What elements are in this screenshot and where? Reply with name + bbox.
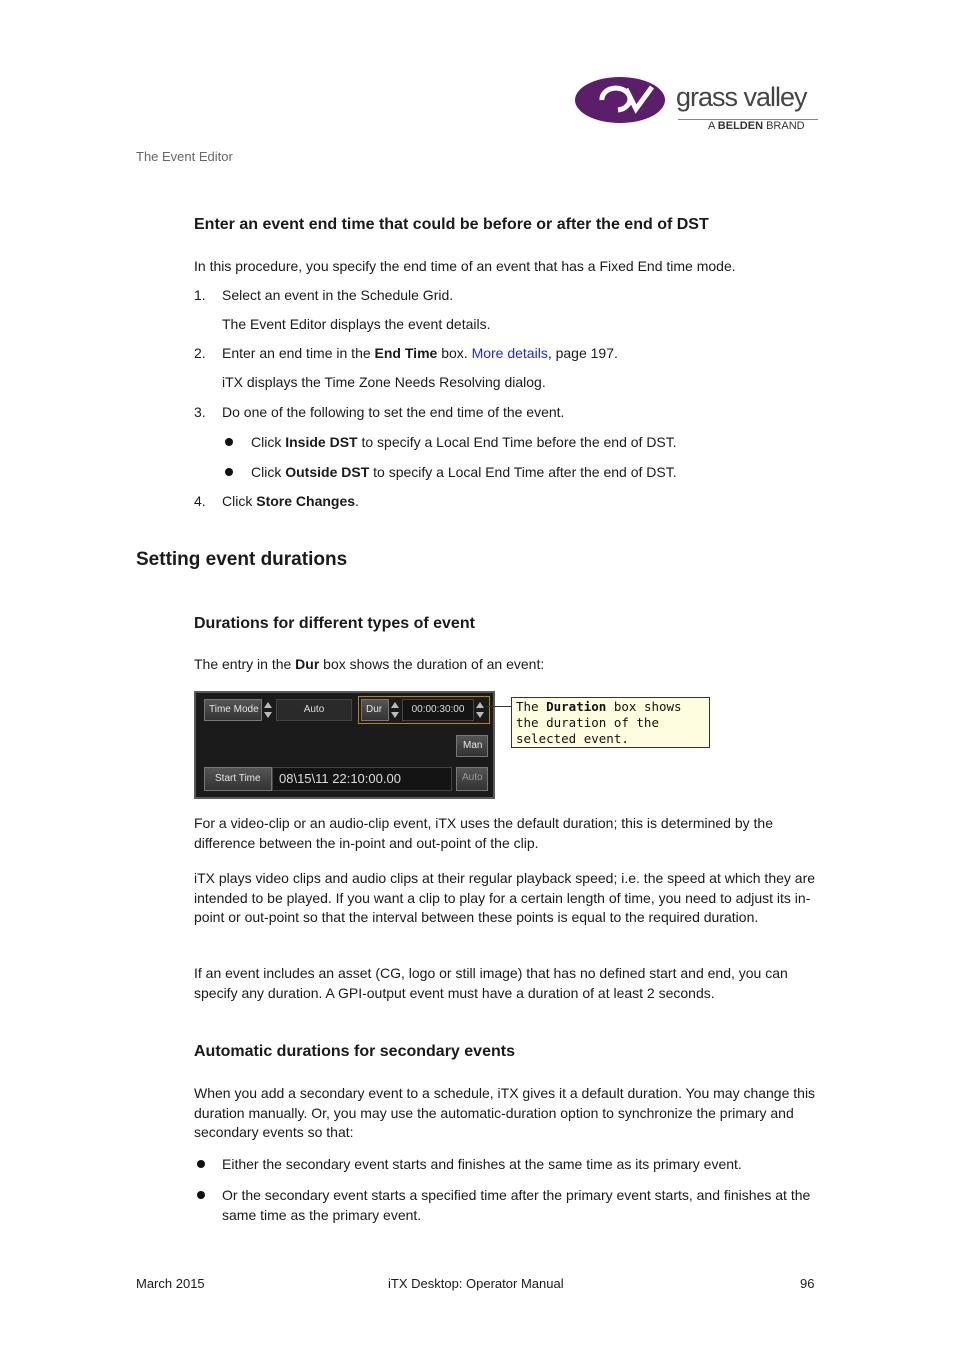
time-mode-spinner-icon[interactable] [263,700,273,720]
brand-tagline: A BELDEN BRAND [708,120,805,132]
dur-label: Dur [361,699,389,721]
paragraph: iTX plays video clips and audio clips at their regular playback speed; i.e. the speed at which they are intended to be played. If you want a clip to play for a certain length of time, you need to adjust its in-point or out-point so that the interval between these points is equal to the required duration. [194,870,816,926]
callout-leader-line [486,706,512,707]
step-text: Click Store Changes. [222,493,359,509]
duration-callout: The Duration box shows the duration of the selected event. [511,697,710,748]
bullet-icon [225,468,233,476]
paragraph: For a video-clip or an audio-clip event, iTX uses the default duration; this is determined by the difference between the in-point and out-point of the clip. [194,815,773,851]
section-heading-dst: Enter an event end time that could be before or after the end of DST [194,216,709,233]
section-heading-durations: Setting event durations [136,549,348,570]
step-text: Do one of the following to set the end time of the event. [222,404,565,420]
time-mode-value[interactable]: Auto [276,699,352,721]
subsection-heading: Durations for different types of event [194,615,475,632]
event-editor-screenshot [194,691,495,799]
duration-input[interactable]: 00:00:30:00 [402,699,474,721]
running-header: The Event Editor [136,149,233,164]
bullet-item: Either the secondary event starts and finishes at the same time as its primary event. [222,1156,742,1172]
more-details-link[interactable]: More details [471,345,548,361]
man-button[interactable]: Man [456,735,488,757]
grass-valley-emblem-icon [574,72,678,128]
intro-paragraph: In this procedure, you specify the end time of an event that has a Fixed End time mode. [194,258,736,274]
page-number: 96 [800,1276,815,1291]
bullet-icon [197,1160,205,1168]
paragraph: The entry in the Dur box shows the duration of an event: [194,656,545,672]
step-text: Select an event in the Schedule Grid. [222,287,454,303]
bullet-item: Click Inside DST to specify a Local End Time before the end of DST. [251,434,677,450]
paragraph: If an event includes an asset (CG, logo or still image) that has no defined start and end, you can specify any duration. A GPI-output event must have a duration of at least 2 seconds. [194,965,788,1001]
brand-name: grass valley [676,82,807,112]
step-result: The Event Editor displays the event details. [222,316,491,332]
bullet-icon [197,1191,205,1199]
step-text: Enter an end time in the End Time box. More details, page 197. [222,345,618,361]
bullet-icon [225,438,233,446]
start-time-input[interactable]: 08\15\11 22:10:00.00 [272,767,452,791]
step-result: iTX displays the Time Zone Needs Resolving dialog. [222,374,546,390]
step-number: 4. [194,493,206,509]
start-time-label: Start Time [204,767,272,791]
footer-title: iTX Desktop: Operator Manual [388,1276,564,1291]
dur-spinner-right-icon[interactable] [475,700,485,720]
brand-logo [574,72,820,134]
step-number: 3. [194,404,206,420]
step-number: 2. [194,345,206,361]
footer-date: March 2015 [136,1276,205,1291]
bullet-item: Or the secondary event starts a specified time after the primary event starts, and finishes at the same time as the primary event. [222,1187,811,1223]
step-number: 1. [194,287,206,303]
dur-spinner-left-icon[interactable] [390,700,400,720]
bullet-item: Click Outside DST to specify a Local End Time after the end of DST. [251,464,677,480]
subsection-heading: Automatic durations for secondary events [194,1043,515,1060]
time-mode-label: Time Mode [204,699,262,721]
paragraph: When you add a secondary event to a schedule, iTX gives it a default duration. You may change this duration manually. Or, you may use the automatic-duration option to synchronize the primary and secondary events so that: [194,1085,816,1141]
auto-button[interactable]: Auto [456,767,488,791]
